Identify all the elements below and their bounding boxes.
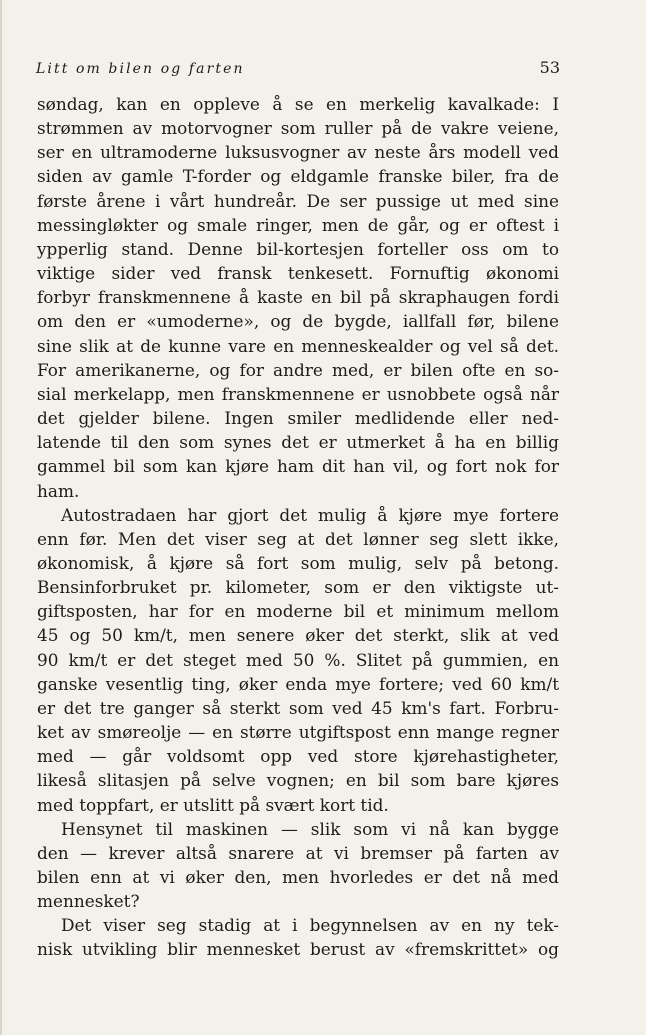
text-line: viktige sider ved fransk tenkesett. Fornuftig økonomi [37, 263, 559, 284]
text-line: første årene i vårt hundreår. De ser pussige ut med sine [37, 190, 559, 211]
text-line: ganske vesentlig ting, øker enda mye fortere; ved 60 km/t [37, 673, 559, 694]
text-line: Hensynet til maskinen — slik som vi nå kan bygge [61, 818, 559, 839]
text-line: forbyr franskmennene å kaste en bil på skraphaugen fordi [37, 287, 559, 308]
paragraph [37, 913, 559, 961]
text-line: Bensinforbruket pr. kilometer, som er den viktigste ut- [37, 577, 559, 598]
text-line: med — går voldsomt opp ved store kjørehastigheter, [37, 746, 559, 767]
text-line: ket av smøreolje — en større utgiftspost enn mange regner [37, 722, 559, 743]
paragraph [37, 817, 559, 914]
paragraph [37, 503, 559, 817]
text-line: bilen enn at vi øker den, men hvorledes er det nå med [37, 867, 559, 887]
text-line: strømmen av motorvogner som ruller på de vakre veiene, [37, 118, 559, 139]
text-line: det gjelder bilene. Ingen smiler medlidende eller ned- [37, 408, 559, 429]
text-line: ser en ultramoderne luksusvogner av neste års modell ved [37, 142, 559, 163]
text-line: 90 km/t er det steget med 50 %. Slitet på gummien, en [37, 649, 559, 670]
text-line: Autostradaen har gjort det mulig å kjøre mye fortere [61, 504, 559, 525]
body-text [37, 92, 559, 962]
text-line: med toppfart, er utslitt på svært kort tid. [37, 794, 389, 815]
text-line: ham. [37, 480, 80, 501]
paragraph [37, 92, 559, 503]
text-line: siden av gamle T-forder og eldgamle franske biler, fra de [37, 166, 559, 187]
text-line: den — krever altså snarere at vi bremser på farten av [37, 842, 559, 863]
text-line: likeså slitasjen på selve vognen; en bil som bare kjøres [37, 770, 559, 791]
text-line: For amerikanerne, og for andre med, er bilen ofte en so- [37, 359, 559, 380]
text-line: sine slik at de kunne vare en menneskealder og vel så det. [37, 335, 559, 356]
text-line: er det tre ganger så sterkt som ved 45 km's fart. Forbru- [37, 697, 559, 718]
text-line: mennesket? [37, 891, 140, 912]
text-line: giftsposten, har for en moderne bil et minimum mellom [37, 601, 559, 622]
text-line: søndag, kan en oppleve å se en merkelig kavalkade: I [37, 94, 559, 114]
text-line: Det viser seg stadig at i begynnelsen av en ny tek- [61, 915, 559, 936]
text-line: messingløkter og smale ringer, men de går, og er oftest i [37, 214, 559, 235]
text-line: om den er «umoderne», og de bygde, iallfall før, bilene [37, 311, 559, 332]
text-line: nisk utvikling blir mennesket berust av «fremskrittet» og [37, 939, 559, 960]
text-line: latende til den som synes det er utmerket å ha en billig [37, 432, 559, 453]
page-number: 53 [539, 58, 560, 77]
text-line: 45 og 50 km/t, men senere øker det sterkt, slik at ved [37, 625, 559, 646]
running-head [36, 58, 560, 80]
text-line: gammel bil som kan kjøre ham dit han vil, og fort nok for [37, 456, 559, 477]
text-line: enn før. Men det viser seg at det lønner seg slett ikke, [37, 528, 559, 549]
text-line: økonomisk, å kjøre så fort som mulig, selv på betong. [37, 552, 559, 573]
text-line: sial merkelapp, men franskmennene er usnobbete også når [37, 383, 559, 404]
text-line: ypperlig stand. Denne bil-kortesjen forteller oss om to [37, 238, 559, 259]
running-head-title: Litt om bilen og farten [36, 61, 245, 77]
